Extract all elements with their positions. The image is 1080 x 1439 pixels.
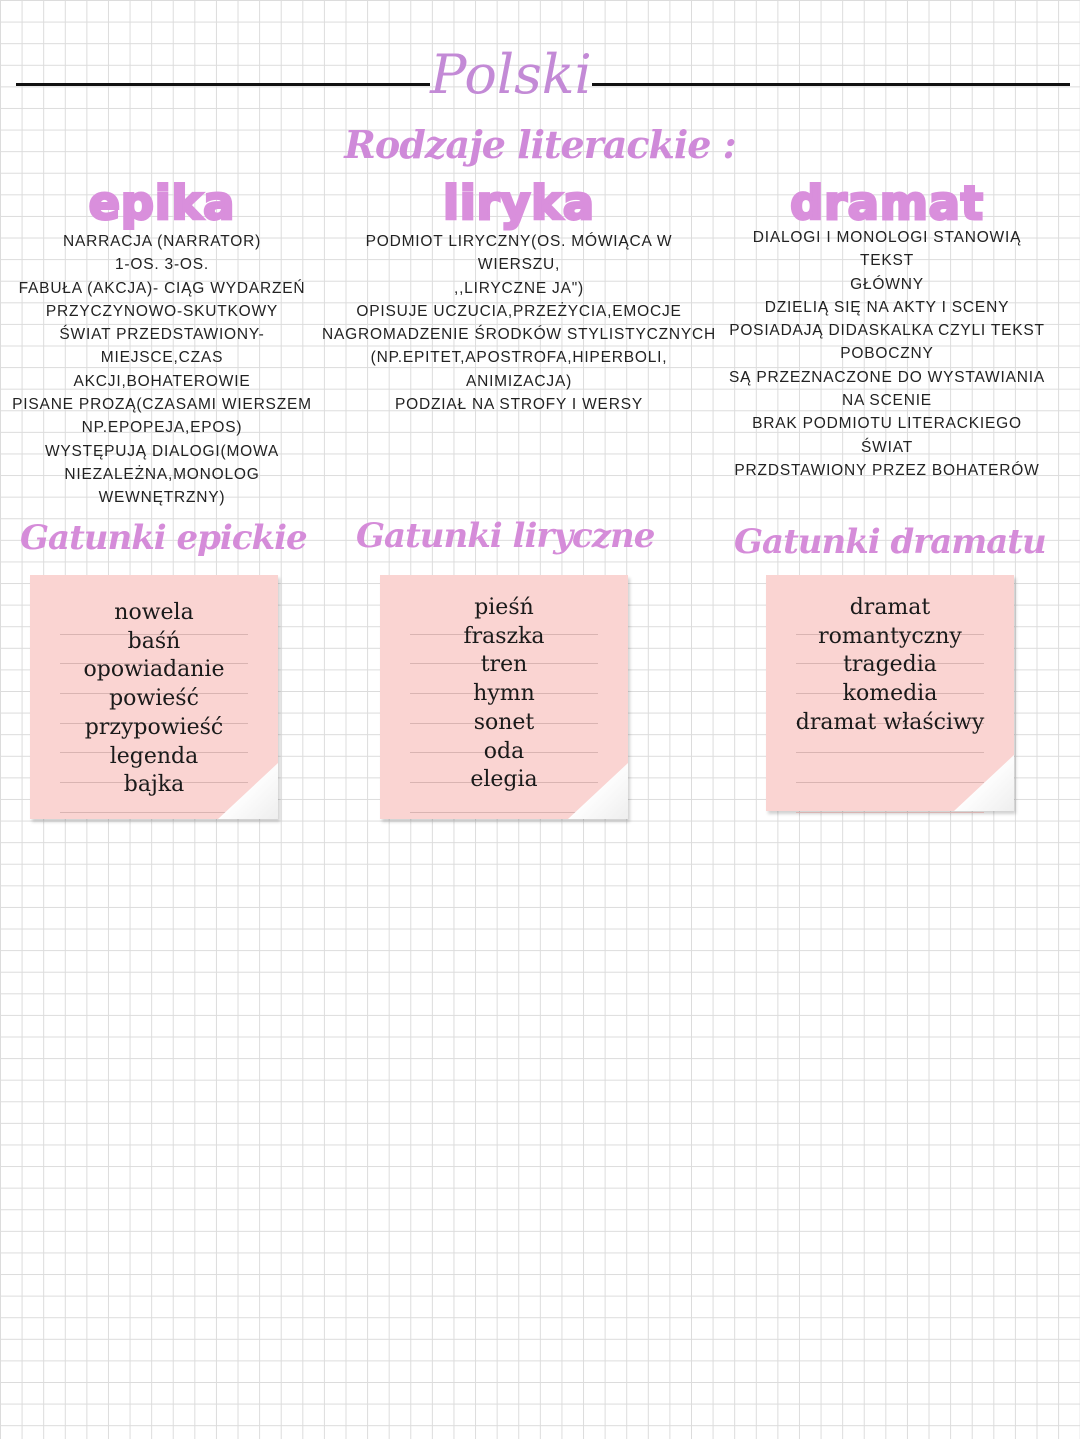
page-subtitle: Rodzaje literackie : xyxy=(344,122,736,167)
list-item: PISANE PROZĄ(CZASAMI WIERSZEM xyxy=(12,396,312,414)
list-item: (NP.EPITET,APOSTROFA,HIPERBOLI, xyxy=(370,349,668,367)
list-item: 1-OS. 3-OS. xyxy=(114,256,210,274)
genre-list xyxy=(380,594,628,795)
list-item: tren xyxy=(480,652,528,678)
list-item: OPISUJE UCZUCIA,PRZEŻYCIA,EMOCJE xyxy=(356,302,682,320)
genre-list xyxy=(30,599,278,800)
sticky-note-epic xyxy=(30,575,278,819)
list-item: POBOCZNY xyxy=(840,345,934,363)
list-item: opowiadanie xyxy=(83,657,225,683)
genre-title-drama: Gatunki dramatu xyxy=(734,522,1046,562)
list-item: FABUŁA (AKCJA)- CIĄG WYDARZEŃ xyxy=(18,279,306,297)
sticky-note-lyric xyxy=(380,575,628,819)
column-heading: dramat xyxy=(790,176,984,230)
list-item: przypowieść xyxy=(84,714,224,740)
sticky-note-drama xyxy=(766,575,1014,811)
column-heading: liryka xyxy=(443,176,595,230)
list-item: pieśń xyxy=(474,595,534,620)
list-item: GŁÓWNY xyxy=(850,275,924,293)
list-item: romantyczny xyxy=(818,623,962,649)
list-item: ŚWIAT PRZEDSTAWIONY-MIEJSCE,CZAS xyxy=(59,326,265,367)
column-epika xyxy=(4,176,320,510)
list-item: tragedia xyxy=(843,652,937,678)
list-item: nowela xyxy=(114,600,194,625)
column-dramat xyxy=(726,176,1048,482)
list-item: powieść xyxy=(109,686,199,712)
list-item: POSIADAJĄ DIDASKALKA CZYLI TEKST xyxy=(729,322,1045,340)
genre-title-lyric: Gatunki liryczne xyxy=(356,516,655,556)
list-item: NAGROMADZENIE ŚRODKÓW STYLISTYCZNYCH xyxy=(322,326,716,344)
title-rule-left xyxy=(16,83,430,86)
column-list xyxy=(4,230,320,510)
list-item: ,,LIRYCZNE JA") xyxy=(453,279,585,297)
column-heading: epika xyxy=(88,176,236,230)
list-item: DIALOGI I MONOLOGI STANOWIĄ TEKST xyxy=(752,229,1022,270)
column-list xyxy=(726,226,1048,482)
list-item: oda xyxy=(483,738,525,764)
list-item: fraszka xyxy=(463,623,545,649)
list-item: bajka xyxy=(123,772,185,798)
list-item: PODZIAŁ NA STROFY I WERSY xyxy=(395,396,643,414)
column-liryka xyxy=(320,176,718,416)
genre-title-epic: Gatunki epickie xyxy=(20,518,307,558)
list-item: ANIMIZACJA) xyxy=(465,372,573,390)
list-item: elegia xyxy=(470,767,538,793)
list-item: SĄ PRZEZNACZONE DO WYSTAWIANIA xyxy=(729,368,1045,386)
list-item: PRZDSTAWIONY PRZEZ BOHATERÓW xyxy=(734,461,1040,479)
genre-list xyxy=(766,594,1014,738)
list-item: hymn xyxy=(473,681,535,707)
list-item: NA SCENIE xyxy=(842,392,932,410)
column-list xyxy=(320,230,718,416)
list-item: AKCJI,BOHATEROWIE xyxy=(73,372,251,390)
page-title: Polski xyxy=(430,43,592,106)
list-item: PODMIOT LIRYCZNY(OS. MÓWIĄCA W xyxy=(365,233,673,250)
list-item: WIERSZU, xyxy=(477,256,561,274)
list-item: NARRACJA (NARRATOR) xyxy=(62,233,262,250)
list-item: dramat właściwy xyxy=(795,709,985,735)
list-item: BRAK PODMIOTU LITERACKIEGO ŚWIAT xyxy=(752,415,1022,456)
list-item: dramat xyxy=(849,595,931,620)
list-item: legenda xyxy=(109,743,199,769)
list-item: PRZYCZYNOWO-SKUTKOWY xyxy=(45,302,279,320)
list-item: komedia xyxy=(842,681,938,707)
list-item: NIEZALEŻNA,MONOLOG WEWNĘTRZNY) xyxy=(64,465,260,507)
title-rule-right xyxy=(592,83,1070,86)
list-item: WYSTĘPUJĄ DIALOGI(MOWA xyxy=(44,442,280,460)
list-item: sonet xyxy=(473,709,535,735)
list-item: baśń xyxy=(127,628,181,654)
list-item: DZIELIĄ SIĘ NA AKTY I SCENY xyxy=(764,298,1010,316)
list-item: NP.EPOPEJA,EPOS) xyxy=(81,419,243,437)
